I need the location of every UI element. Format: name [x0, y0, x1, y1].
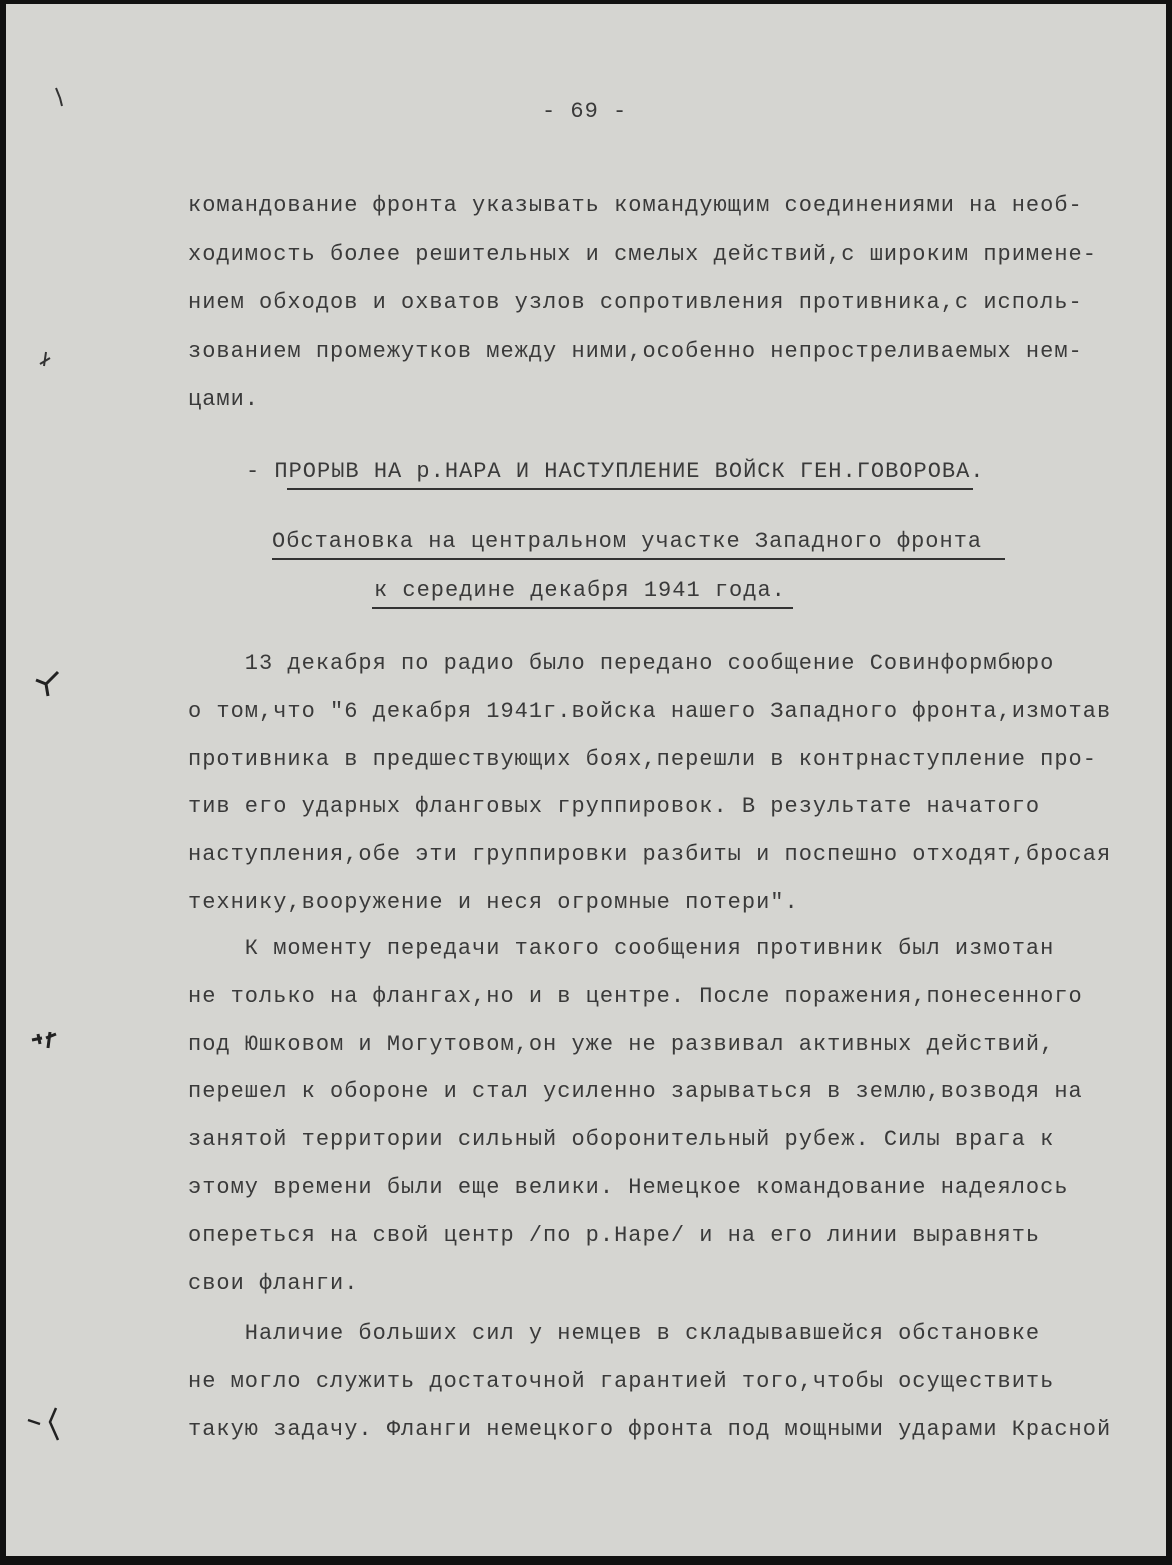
text-line: ходимость более решительных и смелых действий,с широким примене-: [188, 241, 1097, 267]
text-line: командование фронта указывать командующим соединениями на необ-: [188, 193, 1083, 218]
text-line: К моменту передачи такого сообщения противник был измотан: [188, 936, 1055, 961]
text-line: не могло служить достаточной гарантией того,чтобы осуществить: [188, 1368, 1055, 1394]
subtitle-line: к середине декабря 1941 года.: [374, 578, 786, 603]
text-line: о том,что "6 декабря 1941г.войска нашего Западного фронта,измотав: [188, 698, 1112, 724]
text-line: нием обходов и охватов узлов сопротивления противника,с исполь-: [188, 290, 1083, 315]
text-line: свои фланги.: [188, 1270, 359, 1296]
margin-mark-icon: [32, 344, 62, 374]
text-line: опереться на свой центр /по р.Наре/ и на его линии выравнять: [188, 1222, 1041, 1248]
document-page: [6, 4, 1166, 1556]
text-line: 13 декабря по радио было передано сообщение Совинформбюро: [188, 651, 1055, 676]
text-line: не только на флангах,но и в центре. После поражения,понесенного: [188, 983, 1083, 1009]
heading-underline: [272, 558, 1005, 560]
text-line: под Юшковом и Могутовом,он уже не развивал активных действий,: [188, 1031, 1055, 1057]
margin-mark-icon: [28, 1026, 68, 1056]
heading-underline: [287, 488, 973, 490]
subtitle-line: Обстановка на центральном участке Западного фронта: [272, 529, 983, 554]
text-line: этому времени были еще велики. Немецкое командование надеялось: [188, 1175, 1069, 1200]
text-line: тив его ударных фланговых группировок. В результате начатого: [188, 794, 1041, 820]
heading-underline: [372, 607, 793, 609]
page-number: - 69 -: [542, 99, 628, 124]
margin-mark-icon: [46, 84, 76, 114]
margin-mark-icon: [32, 668, 68, 704]
text-line: Наличие больших сил у немцев в складывавшейся обстановке: [188, 1321, 1041, 1346]
text-line: зованием промежутков между ними,особенно непростреливаемых нем-: [188, 338, 1083, 364]
text-line: противника в предшествующих боях,перешли в контрнаступление про-: [188, 746, 1097, 772]
text-line: цами.: [188, 387, 260, 412]
text-line: занятой территории сильный оборонительный рубеж. Силы врага к: [188, 1127, 1055, 1153]
section-title: - ПРОРЫВ НА р.НАРА И НАСТУПЛЕНИЕ ВОЙСК ГЕН.ГОВОРОВА.: [246, 459, 985, 484]
text-line: технику,вооружение и неся огромные потери".: [188, 890, 799, 915]
text-line: такую задачу. Фланги немецкого фронта под мощными ударами Красной: [188, 1416, 1112, 1442]
text-line: наступления,обе эти группировки разбиты и поспешно отходят,бросая: [188, 842, 1112, 868]
margin-mark-icon: [24, 1404, 68, 1448]
text-line: перешел к обороне и стал усиленно зарываться в землю,возводя на: [188, 1079, 1083, 1105]
